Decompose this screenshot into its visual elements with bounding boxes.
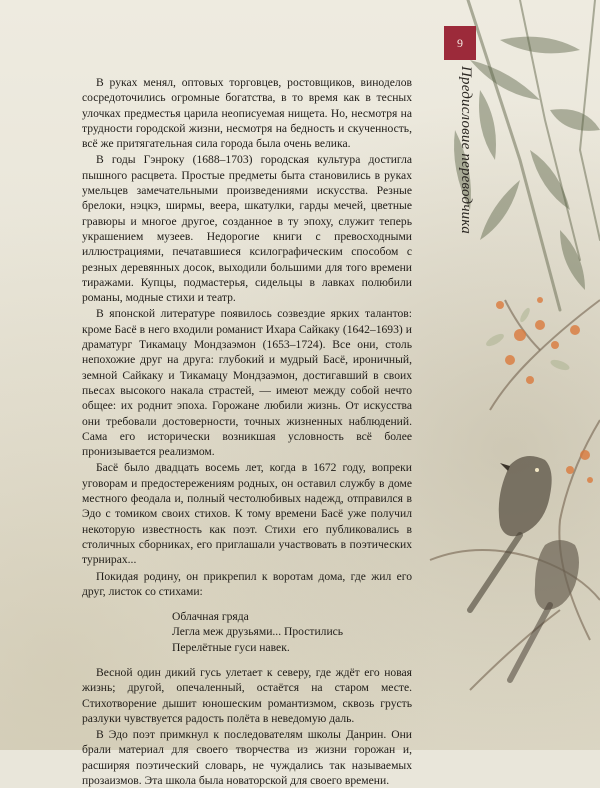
leaf [518, 307, 531, 324]
blossom [535, 320, 545, 330]
running-head: Предисловие переводчика [458, 66, 474, 234]
bamboo-leaf [470, 60, 540, 100]
bamboo-leaf [530, 150, 570, 210]
bamboo-stalk [520, 0, 580, 260]
bird-tail [470, 535, 520, 610]
paragraph: В Эдо поэт примкнул к последователям школы Данрин. Они брали материал для своего творчества из жизни горожан и, расширяя поэтический словарь, не чуждались так называемых прозаизмов. Эта школа была новаторской для своего времени. [82, 728, 412, 788]
blossom [496, 301, 504, 309]
paragraph: В японской литературе появилось созвездие ярких талантов: кроме Басё в него входили романист Ихара Сайкаку (1642–1693) и драматург Тикамацу Мондзаэмон (1653–1724). Все они, столь непохожие друг на друга: глубокий и мудрый Басё, ироничный, земной Сайкаку и Тикамацу Мондзаэмон, достигавший в своих пьесах высокого накала страстей, — имеют между собой нечто общее: их роднит эпоха. Горожане любили жизнь. От искусства они требовали достоверности, точных жизненных наблюдений. Сама его исторически возникшая условность всё более пронизывается реализмом. [82, 307, 412, 459]
bird-tail [510, 605, 550, 680]
poem-line: Легла меж друзьями... Простились [172, 625, 344, 639]
bamboo-leaf [480, 180, 520, 240]
bamboo-leaf [560, 230, 585, 290]
blossom [505, 355, 515, 365]
bamboo-leaf [479, 90, 496, 160]
bird [499, 456, 552, 536]
body-text [82, 75, 412, 788]
paragraph: В руках менял, оптовых торговцев, ростовщиков, виноделов сосредоточились огромные богатства, в то время как в тесных улочках предместья царила неописуемая нищета. Но, несмотря на трудности городской жизни, несмотря на бедность и скученность, всё же притягательная сила города была очень велика. [82, 76, 412, 151]
paragraph: Весной один дикий гусь улетает к северу, где ждёт его новая жизнь; другой, опечаленный, остаётся на старом месте. Стихотворение дышит юношеским романтизмом, сквозь грусть разлуки чувствуется радость полёта в неведомую даль. [82, 665, 412, 725]
poem-line: Перелётные гуси навек. [172, 640, 290, 654]
blossom [537, 297, 543, 303]
blossom [551, 341, 559, 349]
paragraph: Покидая родину, он прикрепил к воротам дома, где жил его друг, листок со стихами: [82, 569, 412, 598]
leaf [549, 358, 571, 372]
bird [535, 540, 579, 610]
leaf [484, 332, 505, 349]
bamboo-stalk [468, 0, 560, 310]
branch [470, 610, 560, 690]
poem [172, 609, 412, 655]
blossom [514, 329, 526, 341]
page-number: 9 [444, 26, 476, 60]
branch [559, 420, 600, 640]
blossom [566, 466, 574, 474]
blossom [526, 376, 534, 384]
paragraph: В годы Гэнроку (1688–1703) городская культура достигла пышного расцвета. Простые предметы быта становились в руках умельцев замечательными произведениями искусства. Резные брелоки, нэцкэ, ширмы, веера, шкатулки, гарды мечей, цветные гравюры и многое другое, созданное в ту эпоху, служит теперь украшением музеев. Недорогие книги с превосходными иллюстрациями, печатавшиеся ксилографическим способом с резных деревянных досок, выходили большими для того времени тиражами. Купцы, подмастерья, сидельцы в лавках полюбили романы, модные стихи и театр. [82, 153, 412, 305]
paragraph: Басё было двадцать восемь лет, когда в 1672 году, вопреки уговорам и предостережениям родных, он оставил службу в доме местного феодала и, полный честолюбивых надежд, отправился в Эдо с томиком своих стихов. К тому времени Басё уже получил некоторую известность как поэт. Стихи его публиковались в столичных сборниках, его приглашали участвовать в поэтических турнирах... [82, 461, 412, 567]
blossom [580, 450, 590, 460]
branch [490, 300, 600, 410]
branch [430, 550, 600, 600]
branch [505, 300, 540, 350]
blossom [570, 325, 580, 335]
bamboo-stalk [580, 0, 600, 240]
poem-line: Облачная гряда [172, 610, 249, 624]
bird-eye [535, 468, 539, 472]
bird-beak [500, 463, 510, 471]
bamboo-leaf [550, 109, 600, 131]
bamboo-leaf [500, 37, 580, 54]
blossom [587, 477, 593, 483]
